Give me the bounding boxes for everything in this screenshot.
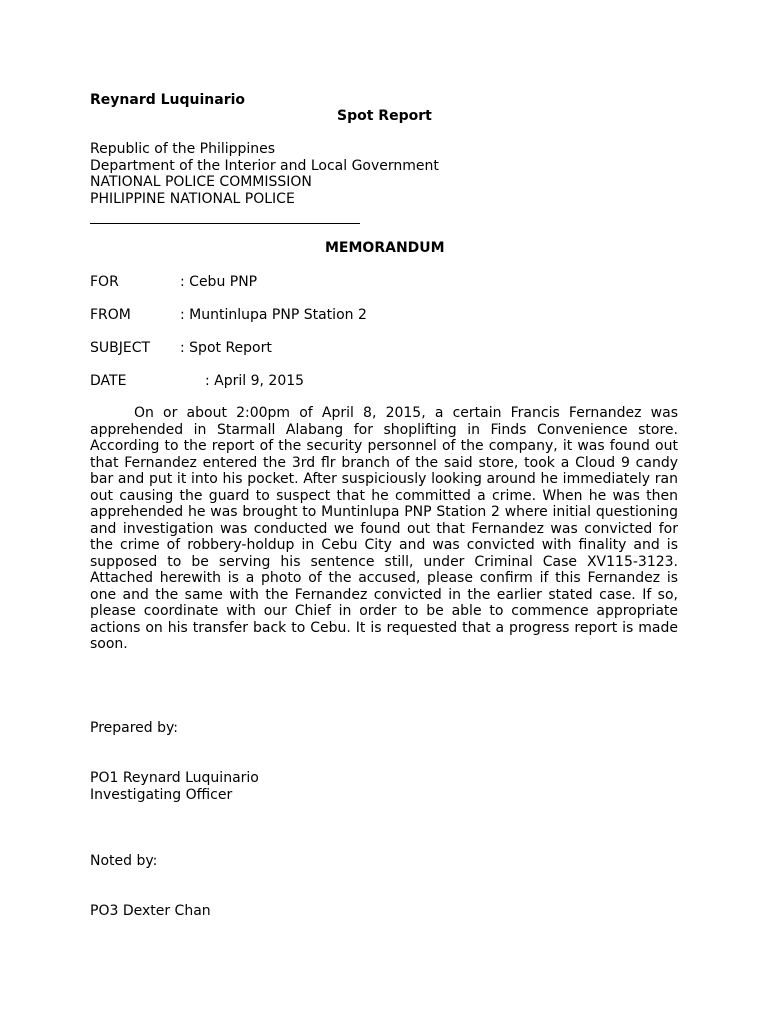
from-value: : Muntinlupa PNP Station 2 xyxy=(180,307,367,323)
noted-by-label: Noted by: xyxy=(90,853,158,869)
memo-title: MEMORANDUM xyxy=(325,240,445,256)
letterhead-line: NATIONAL POLICE COMMISSION xyxy=(90,174,312,190)
subject-label: SUBJECT xyxy=(90,340,151,356)
date-label: DATE xyxy=(90,373,127,389)
body-paragraph: On or about 2:00pm of April 8, 2015, a certain Francis Fernandez was apprehended in Starmall Alabang for shoplifting in Finds Convenience store. According to the report of the security personnel of the company, it was found out that Fernandez entered the 3rd flr branch of the said store, took a Cloud 9 candy bar and put it into his pocket. After suspiciously looking around he immediately ran out causing the guard to suspect that he committed a crime. When he was then apprehended he was brought to Muntinlupa PNP Station 2 where initial questioning and investigation was conducted we found out that Fernandez was convicted for the crime of robbery-holdup in Cebu City and was convicted with finality and is supposed to be serving his sentence still, under Criminal Case XV115-3123. Attached herewith is a photo of the accused, please confirm if this Fernandez is one and the same with the Fernandez convicted in the earlier stated case. If so, please coordinate with our Chief in order to be able to commence appropriate actions on his transfer back to Cebu. It is requested that a progress report is made soon. xyxy=(90,405,678,652)
subject-value: : Spot Report xyxy=(180,340,272,356)
date-value: : April 9, 2015 xyxy=(205,373,305,389)
for-label: FOR xyxy=(90,274,119,290)
letterhead-line: PHILIPPINE NATIONAL POLICE xyxy=(90,190,295,207)
divider-line xyxy=(90,223,360,224)
author-name: Reynard Luquinario xyxy=(90,92,246,108)
document-title: Spot Report xyxy=(337,108,432,124)
from-label: FROM xyxy=(90,307,131,323)
for-value: : Cebu PNP xyxy=(180,274,258,290)
prepared-by-title: Investigating Officer xyxy=(90,787,233,803)
letterhead-line: Department of the Interior and Local Government xyxy=(90,157,439,174)
noted-by-name: PO3 Dexter Chan xyxy=(90,903,211,919)
letterhead xyxy=(90,141,439,207)
letterhead-line: Republic of the Philippines xyxy=(90,141,276,157)
prepared-by-name: PO1 Reynard Luquinario xyxy=(90,770,259,786)
prepared-by-label: Prepared by: xyxy=(90,720,178,736)
